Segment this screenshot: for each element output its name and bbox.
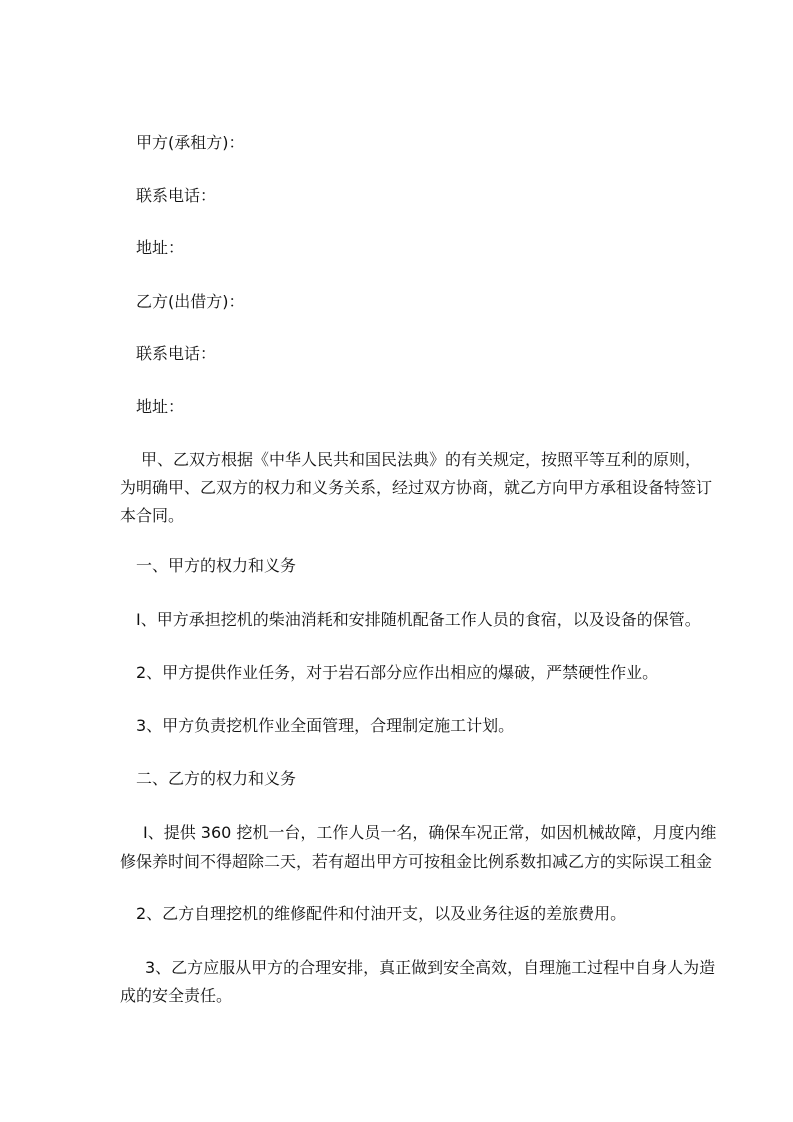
section2-item1-line: 修保养时间不得超除二天，若有超出甲方可按租金比例系数扣减乙方的实际误工租金 bbox=[120, 852, 713, 871]
section2-item3-line: 成的安全责任。 bbox=[120, 986, 233, 1005]
section1-item: I、甲方承担挖机的柴油消耗和安排随机配备工作人员的食宿，以及设备的保管。 bbox=[136, 610, 701, 629]
section2-heading: 二、乙方的权力和义务 bbox=[136, 769, 297, 788]
party-a-address: 地址： bbox=[136, 238, 185, 257]
section2-item2: 2、乙方自理挖机的维修配件和付油开支，以及业务往返的差旅费用。 bbox=[136, 904, 627, 923]
party-b-label: 乙方(出借方)： bbox=[136, 292, 245, 311]
section1-item: 2、甲方提供作业任务，对于岩石部分应作出相应的爆破，严禁硬性作业。 bbox=[136, 663, 659, 682]
preamble-line: 本合同。 bbox=[120, 506, 185, 525]
party-b-address: 地址： bbox=[136, 397, 185, 416]
section2-item1-line: I、提供 360 挖机一台，工作人员一名，确保车况正常，如因机械故障，月度内维 bbox=[143, 823, 717, 842]
party-a-phone: 联系电话： bbox=[136, 186, 217, 205]
party-b-phone: 联系电话： bbox=[136, 344, 217, 363]
party-a-label: 甲方(承租方)： bbox=[136, 133, 245, 152]
preamble-line: 为明确甲、乙双方的权力和义务关系，经过双方协商，就乙方向甲方承租设备特签订 bbox=[120, 478, 713, 497]
section1-heading: 一、甲方的权力和义务 bbox=[136, 556, 297, 575]
preamble-line: 甲、乙双方根据《中华人民共和国民法典》的有关规定，按照平等互利的原则， bbox=[141, 450, 702, 469]
section1-item: 3、甲方负责挖机作业全面管理，合理制定施工计划。 bbox=[136, 716, 515, 735]
section2-item3-line: 3、乙方应服从甲方的合理安排，真正做到安全高效，自理施工过程中自身人为造 bbox=[145, 958, 716, 977]
